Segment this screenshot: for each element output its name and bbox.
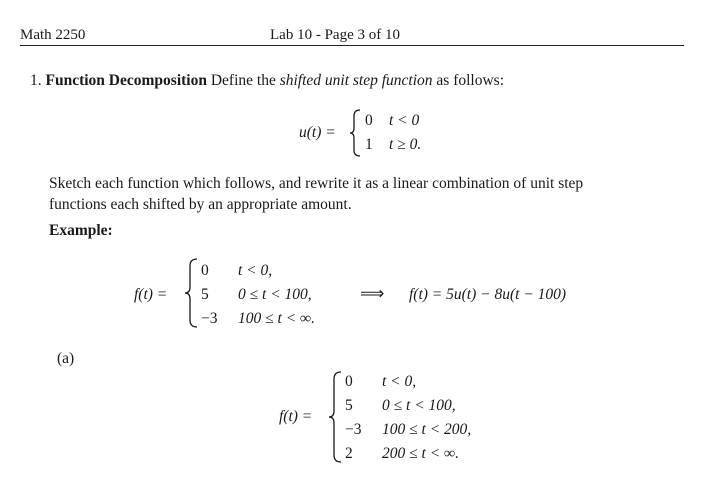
intro-pre: Define the <box>210 72 276 89</box>
problem-intro <box>30 72 504 90</box>
unit-step-lhs: u(t) = <box>299 124 336 141</box>
part-a-case-1-condition: 0 ≤ t < 100, <box>382 397 456 414</box>
part-a-case-3-condition: 200 ≤ t < ∞. <box>382 445 459 462</box>
instructions-line-2: functions each shifted by an appropriate amount. <box>49 196 352 213</box>
intro-post: as follows: <box>436 72 505 89</box>
page-indicator: Lab 10 - Page 3 of 10 <box>270 27 400 43</box>
example-case-1-condition: 0 ≤ t < 100, <box>238 286 312 303</box>
part-a-label: (a) <box>57 350 75 367</box>
instructions-line-1: Sketch each function which follows, and rewrite it as a linear combination of unit step <box>49 175 584 192</box>
example-brace <box>184 257 200 329</box>
unit-step-case-1-condition: t ≥ 0. <box>389 136 422 153</box>
part-a-case-0-value: 0 <box>345 373 353 390</box>
example-lhs: f(t) = <box>134 286 168 303</box>
part-a-case-3-value: 2 <box>345 445 353 462</box>
part-a-case-1-value: 5 <box>345 397 353 414</box>
course-name: Math 2250 <box>20 27 86 43</box>
unit-step-brace <box>349 108 363 158</box>
example-case-0-condition: t < 0, <box>238 262 273 279</box>
part-a-case-2-value: −3 <box>345 421 362 438</box>
part-a-case-2-condition: 100 ≤ t < 200, <box>382 421 472 438</box>
header-rule <box>20 45 684 46</box>
example-case-2-condition: 100 ≤ t < ∞. <box>238 310 315 327</box>
problem-number: 1. <box>30 72 42 89</box>
problem-title: Function Decomposition <box>45 72 207 89</box>
unit-step-case-0-value: 0 <box>365 112 373 129</box>
implies-arrow: ⟹ <box>360 284 385 303</box>
unit-step-case-1-value: 1 <box>365 136 373 153</box>
intro-term: shifted unit step function <box>279 72 433 89</box>
example-case-1-value: 5 <box>201 286 209 303</box>
example-label: Example: <box>49 222 113 239</box>
example-case-2-value: −3 <box>201 310 218 327</box>
part-a-brace <box>328 370 344 464</box>
example-result: f(t) = 5u(t) − 8u(t − 100) <box>409 286 567 303</box>
part-a-case-0-condition: t < 0, <box>382 373 417 390</box>
part-a-lhs: f(t) = <box>279 408 313 425</box>
example-case-0-value: 0 <box>201 262 209 279</box>
unit-step-case-0-condition: t < 0 <box>389 112 420 129</box>
